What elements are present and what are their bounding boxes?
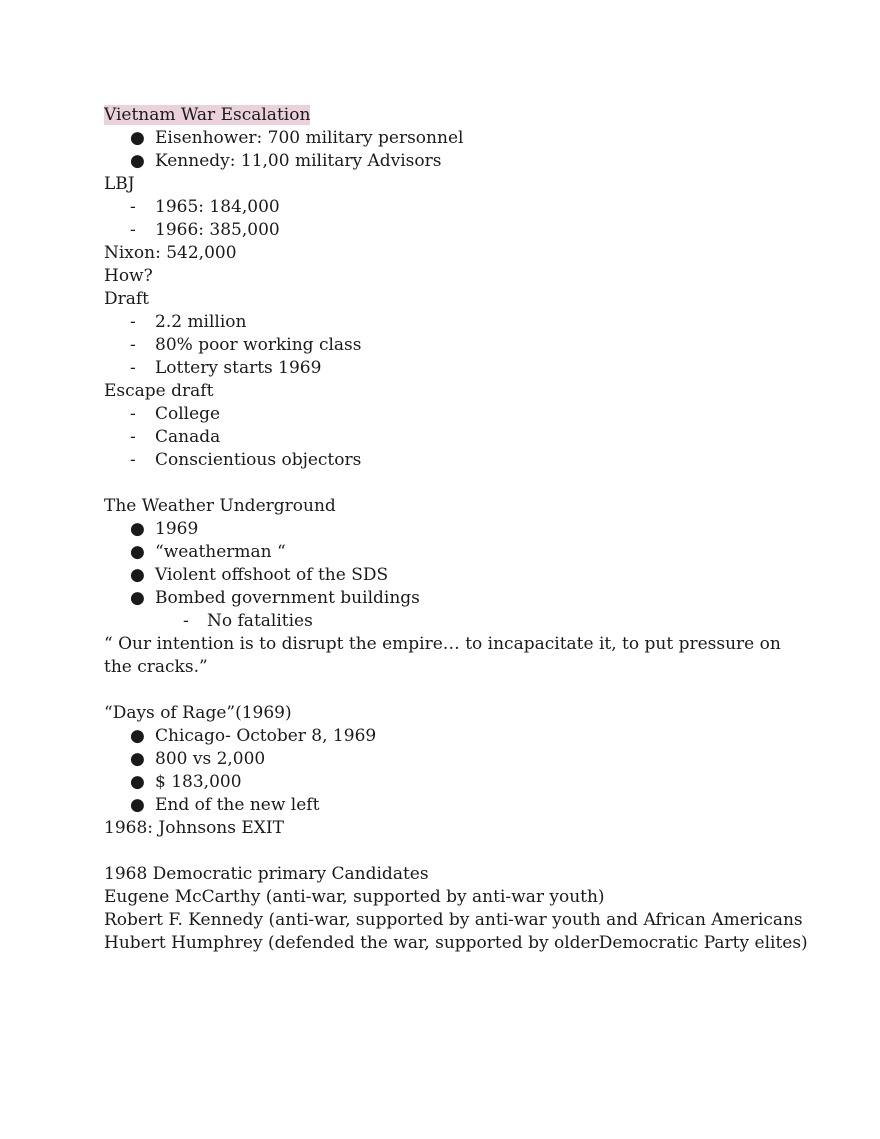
how-line: How? xyxy=(104,266,153,286)
primary-label: 1968 Democratic primary Candidates xyxy=(104,864,429,884)
bullet-icon: ● xyxy=(130,128,145,148)
list-item xyxy=(104,587,804,610)
nixon-line: Nixon: 542,000 xyxy=(104,243,237,263)
dash-icon: - xyxy=(130,427,136,447)
list-item xyxy=(104,748,804,771)
list-item-text: 1969 xyxy=(155,519,199,539)
dash-icon: - xyxy=(130,335,136,355)
dash-icon: - xyxy=(130,358,136,378)
list-item xyxy=(104,426,804,449)
list-item xyxy=(104,541,804,564)
list-item xyxy=(104,334,804,357)
candidate-line: Hubert Humphrey (defended the war, supported by olderDemocratic Party elites) xyxy=(104,933,808,953)
list-item xyxy=(104,196,804,219)
list-item-text: 80% poor working class xyxy=(155,335,362,355)
heading-line xyxy=(104,104,804,127)
lbj-label: LBJ xyxy=(104,174,135,194)
list-item xyxy=(104,127,804,150)
list-item-text: Bombed government buildings xyxy=(155,588,420,608)
blank-line xyxy=(104,472,804,495)
list-item-text: Conscientious objectors xyxy=(155,450,362,470)
list-item xyxy=(104,518,804,541)
list-item-text: 1966: 385,000 xyxy=(155,220,280,240)
sub-list-item xyxy=(104,610,804,633)
list-item xyxy=(104,771,804,794)
list-item xyxy=(104,403,804,426)
list-item-text: College xyxy=(155,404,221,424)
document-title: Vietnam War Escalation xyxy=(104,105,311,125)
dash-icon: - xyxy=(130,450,136,470)
bullet-icon: ● xyxy=(130,565,145,585)
candidate-line: Eugene McCarthy (anti-war, supported by anti-war youth) xyxy=(104,887,605,907)
bullet-icon: ● xyxy=(130,151,145,171)
johnson-exit-line: 1968: Johnsons EXIT xyxy=(104,818,284,838)
list-item-text: 800 vs 2,000 xyxy=(155,749,266,769)
list-item xyxy=(104,725,804,748)
list-item xyxy=(104,794,804,817)
list-item-text: $ 183,000 xyxy=(155,772,242,792)
quote-paragraph: “ Our intention is to disrupt the empire… to incapacitate it, to put pressure on the cracks.” xyxy=(104,634,781,677)
bullet-icon: ● xyxy=(130,795,145,815)
bullet-icon: ● xyxy=(130,726,145,746)
weather-label: The Weather Underground xyxy=(104,496,336,516)
bullet-icon: ● xyxy=(130,749,145,769)
bullet-icon: ● xyxy=(130,588,145,608)
document-body xyxy=(104,104,808,955)
dash-icon: - xyxy=(130,220,136,240)
rage-label: “Days of Rage”(1969) xyxy=(104,703,292,723)
blank-line xyxy=(104,840,804,863)
list-item-text: Eisenhower: 700 military personnel xyxy=(155,128,464,148)
list-item-text: Canada xyxy=(155,427,221,447)
list-item xyxy=(104,150,804,173)
bullet-icon: ● xyxy=(130,772,145,792)
list-item-text: 1965: 184,000 xyxy=(155,197,280,217)
dash-icon: - xyxy=(183,611,189,631)
list-item-text: Chicago- October 8, 1969 xyxy=(155,726,377,746)
dash-icon: - xyxy=(130,197,136,217)
list-item xyxy=(104,357,804,380)
list-item-text: No fatalities xyxy=(207,611,313,631)
list-item-text: End of the new left xyxy=(155,795,320,815)
list-item-text: Lottery starts 1969 xyxy=(155,358,322,378)
bullet-icon: ● xyxy=(130,519,145,539)
escape-label: Escape draft xyxy=(104,381,214,401)
list-item xyxy=(104,219,804,242)
blank-line xyxy=(104,679,804,702)
list-item xyxy=(104,564,804,587)
list-item-text: 2.2 million xyxy=(155,312,247,332)
list-item-text: Violent offshoot of the SDS xyxy=(155,565,389,585)
list-item xyxy=(104,311,804,334)
dash-icon: - xyxy=(130,312,136,332)
candidate-line: Robert F. Kennedy (anti-war, supported by anti-war youth and African Americans xyxy=(104,910,803,930)
dash-icon: - xyxy=(130,404,136,424)
bullet-icon: ● xyxy=(130,542,145,562)
draft-label: Draft xyxy=(104,289,150,309)
list-item xyxy=(104,449,804,472)
list-item-text: Kennedy: 11,00 military Advisors xyxy=(155,151,442,171)
list-item-text: “weatherman “ xyxy=(155,542,286,562)
